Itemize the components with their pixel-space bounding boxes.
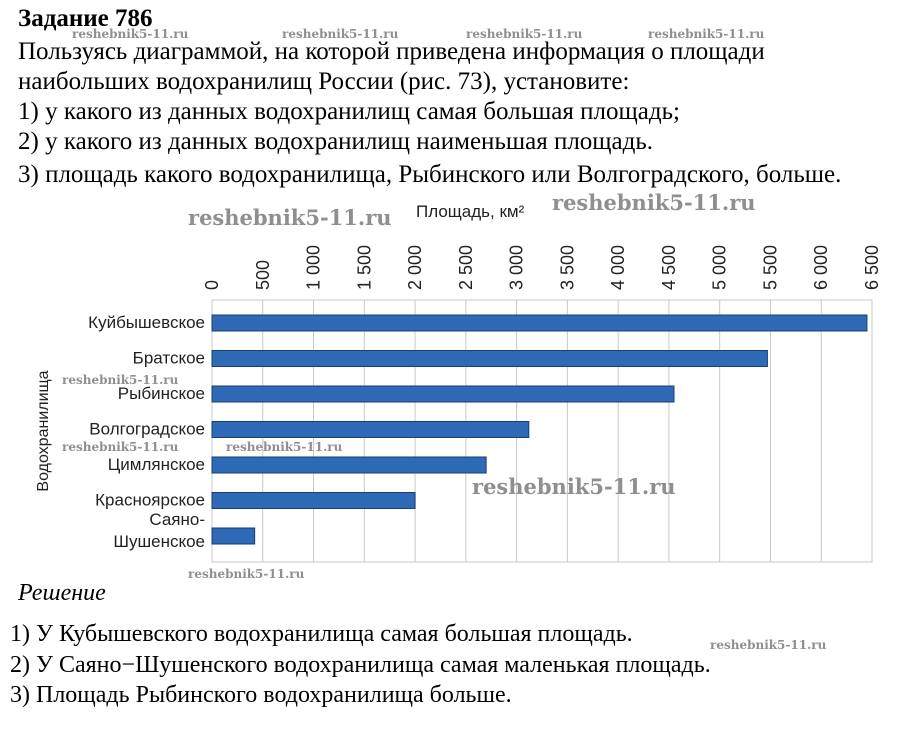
category-label: Братское [132,348,205,368]
x-tick-label: 4 000 [608,244,629,290]
category-label: Волгоградское [89,419,205,439]
x-tick-label: 1 500 [354,244,375,290]
bar [212,528,255,544]
x-tick-label: 1 000 [303,244,324,290]
solution-line-1: 1) У Кубышевского водохранилища самая большая площадь. [10,621,633,647]
watermark: reshebnik5-11.ru [710,638,827,652]
category-label: Цимлянское [107,455,205,474]
task-line-5: 3) площадь какого водохранилища, Рыбинского или Волгоградского, больше. [18,161,842,188]
watermark: reshebnik5-11.ru [62,440,179,454]
category-label: Красноярское [95,490,205,510]
bar [212,457,486,473]
watermark: reshebnik5-11.ru [466,27,583,41]
watermark: reshebnik5-11.ru [472,474,676,499]
x-tick-labels [202,245,882,290]
x-tick-label: 0 [202,279,222,290]
x-tick-label: 500 [252,259,273,290]
category-label: Рыбинское [117,384,205,403]
watermark: reshebnik5-11.ru [552,190,756,215]
x-tick-label: 5 000 [709,244,730,290]
x-tick-label: 2 500 [455,244,476,290]
watermark: reshebnik5-11.ru [62,373,179,387]
watermark: reshebnik5-11.ru [188,567,305,581]
bar [212,351,767,367]
watermark: reshebnik5-11.ru [226,440,343,454]
bar [212,315,867,331]
task-line-2: наибольших водохранилищ России (рис. 73), установите: [18,68,630,95]
bar [212,386,674,402]
bar [212,422,529,438]
category-labels [88,313,205,551]
x-tick-label: 5 500 [760,244,781,290]
x-tick-label: 3 500 [557,244,578,290]
x-tick-label: 2 000 [405,244,426,290]
x-tick-label: 4 500 [658,244,679,290]
watermark: reshebnik5-11.ru [72,27,189,41]
solution-heading: Решение [18,580,106,606]
x-tick-label: 3 000 [506,244,527,290]
chart-title: Площадь, км² [416,202,525,221]
solution-line-3: 3) Площадь Рыбинского водохранилища больше. [10,682,512,708]
watermark: reshebnik5-11.ru [188,205,392,230]
y-axis-label: Водохранилища [35,370,52,492]
task-line-4: 2) у какого из данных водохранилищ наименьшая площадь. [18,128,654,155]
task-title: Задание 786 [18,5,153,32]
task-line-1: Пользуясь диаграммой, на которой приведена информация о площади [18,38,765,65]
category-label: Саяно-Шушенское [113,510,205,551]
task-line-3: 1) у какого из данных водохранилищ самая большая площадь; [18,98,680,125]
bar [212,493,415,509]
chart-bars [212,315,867,544]
x-tick-label: 6 500 [862,244,882,290]
category-label: Куйбышевское [88,313,205,332]
watermark: reshebnik5-11.ru [282,27,399,41]
solution-line-2: 2) У Саяно−Шушенского водохранилища самая маленькая площадь. [10,652,711,678]
watermark: reshebnik5-11.ru [648,27,765,41]
x-tick-label: 6 000 [811,244,832,290]
